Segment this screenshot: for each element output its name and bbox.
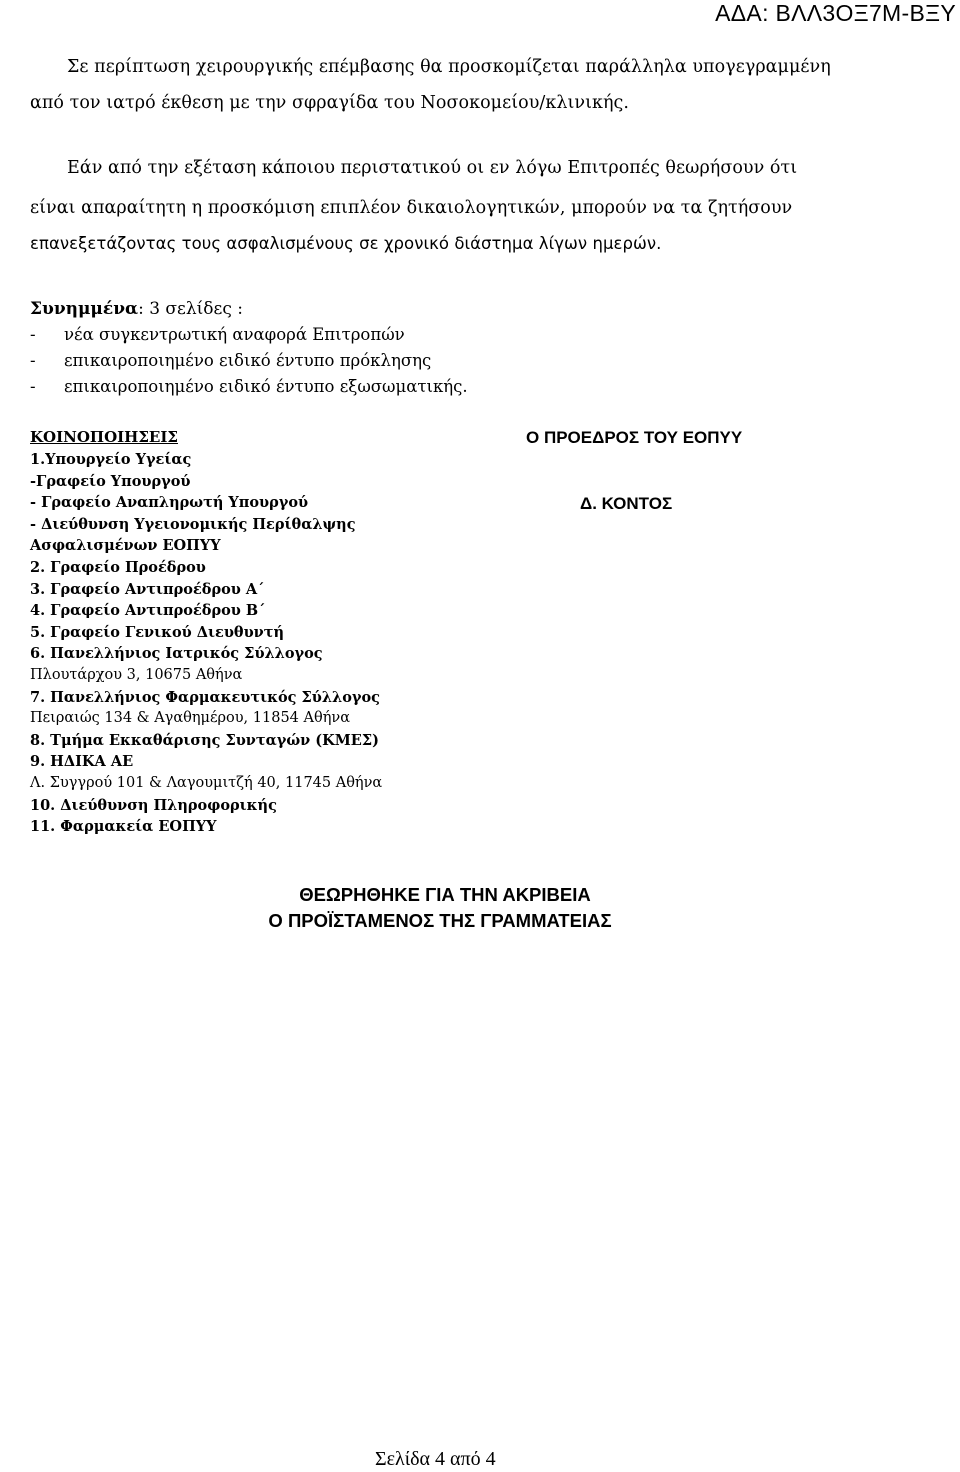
distribution-item: Πειραιώς 134 & Αγαθημέρου, 11854 Αθήνα: [30, 710, 350, 727]
distribution-item: -Γραφείο Υπουργού: [30, 472, 191, 490]
distribution-item: 2. Γραφείο Προέδρου: [30, 558, 206, 576]
distribution-item: Πλουτάρχου 3, 10675 Αθήνα: [30, 666, 243, 683]
distribution-item: 10. Διεύθυνση Πληροφορικής: [30, 796, 277, 814]
distribution-item: 7. Πανελλήνιος Φαρμακευτικός Σύλλογος: [30, 688, 380, 706]
distribution-item: - Διεύθυνση Υγειονομικής Περίθαλψης: [30, 515, 356, 533]
attachment-item: - νέα συγκεντρωτική αναφορά Επιτροπών: [30, 325, 405, 344]
paragraph-1-line-1: Σε περίπτωση χειρουργικής επέμβασης θα προσκομίζεται παράλληλα υπογεγραμμένη: [67, 57, 831, 77]
distribution-item: 5. Γραφείο Γενικού Διευθυντή: [30, 623, 285, 641]
paragraph-1-line-2: από τον ιατρό έκθεση με την σφραγίδα του Νοσοκομείου/κλινικής.: [30, 93, 629, 113]
certification-line-1: ΘΕΩΡΗΘΗΚΕ ΓΙΑ ΤΗΝ ΑΚΡΙΒΕΙΑ: [299, 884, 591, 905]
distribution-item: Ασφαλισμένων ΕΟΠΥΥ: [30, 537, 221, 555]
certification-line-2: Ο ΠΡΟΪΣΤΑΜΕΝΟΣ ΤΗΣ ΓΡΑΜΜΑΤΕΙΑΣ: [268, 910, 612, 931]
distribution-item: 6. Πανελλήνιος Ιατρικός Σύλλογος: [30, 645, 323, 663]
attachments-title: [30, 299, 243, 319]
signature-name: Δ. ΚΟΝΤΟΣ: [580, 494, 673, 513]
page-number: Σελίδα 4 από 4: [375, 1448, 496, 1470]
distribution-item: 4. Γραφείο Αντιπροέδρου Β΄: [30, 602, 266, 620]
attachments-label: Συνημμένα: [30, 299, 139, 319]
distribution-item: - Γραφείο Αναπληρωτή Υπουργού: [30, 494, 309, 512]
attachment-item: - επικαιροποιημένο ειδικό έντυπο πρόκλησης: [30, 351, 432, 370]
distribution-item: 3. Γραφείο Αντιπροέδρου Α΄: [30, 580, 265, 598]
signature-title: Ο ΠΡΟΕΔΡΟΣ ΤΟΥ ΕΟΠΥΥ: [526, 428, 743, 447]
distribution-item: Λ. Συγγρού 101 & Λαγουμιτζή 40, 11745 Αθήνα: [30, 774, 383, 791]
paragraph-2-line-1: Εάν από την εξέταση κάποιου περιστατικού οι εν λόγω Επιτροπές θεωρήσουν ότι: [67, 158, 798, 178]
attachments-count: : 3 σελίδες :: [138, 299, 243, 319]
distribution-heading: ΚΟΙΝΟΠΟΙΗΣΕΙΣ: [30, 428, 178, 446]
distribution-item: 11. Φαρμακεία ΕΟΠΥΥ: [30, 818, 217, 836]
distribution-item: 9. ΗΔΙΚΑ ΑΕ: [30, 753, 134, 771]
distribution-list: [30, 449, 382, 838]
paragraph-2-line-2: είναι απαραίτητη η προσκόμιση επιπλέον δικαιολογητικών, μπορούν να τα ζητήσουν: [30, 198, 793, 218]
attachment-item: - επικαιροποιημένο ειδικό έντυπο εξωσωματικής.: [30, 377, 468, 396]
ada-code: ΑΔΑ: ΒΛΛ3ΟΞ7Μ-ΒΞΥ: [715, 0, 956, 26]
paragraph-2-line-3: επανεξετάζοντας τους ασφαλισμένους σε χρονικό διάστημα λίγων ημερών.: [30, 234, 662, 253]
distribution-item: 8. Τμήμα Εκκαθάρισης Συνταγών (ΚΜΕΣ): [30, 731, 379, 749]
distribution-item: 1.Υπουργείο Υγείας: [30, 451, 192, 468]
